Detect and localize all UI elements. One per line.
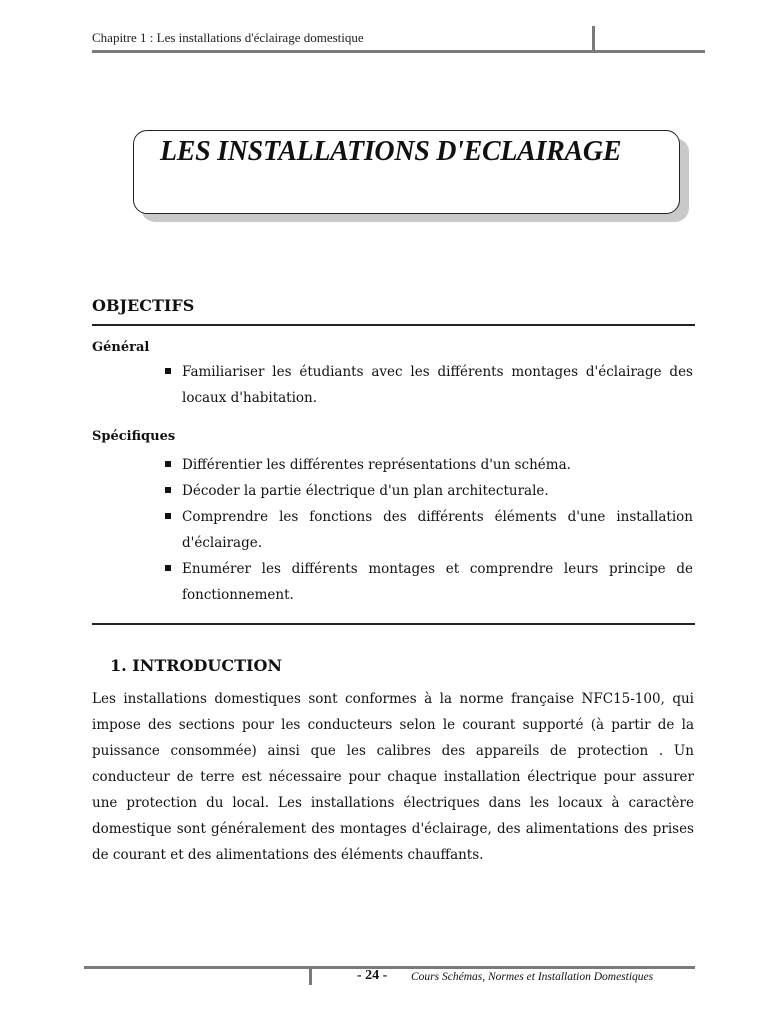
specific-objectives-list (162, 452, 693, 608)
page-number: - 24 - (357, 968, 388, 983)
introduction-heading: 1. INTRODUCTION (110, 656, 283, 675)
general-objectives-list (162, 359, 693, 411)
objectives-heading: OBJECTIFS (92, 296, 195, 315)
introduction-paragraph: Les installations domestiques sont conformes à la norme française NFC15-100, qui impose des sections pour les conducteurs selon le courant supporté (à partir de la puissance consommée) ainsi que les calibres des appareils de protection . Un conducteur de terre est nécessaire pour chaque installation électrique pour assurer une protection du local. Les installations électriques dans les locaux à caractère domestique sont généralement des montages d'éclairage, des alimentations des prises de courant et des alimentations des éléments chauffants. (92, 691, 694, 863)
list-item: Familiariser les étudiants avec les différents montages d'éclairage des locaux d'habitation. (162, 359, 693, 411)
list-item: Enumérer les différents montages et comprendre leurs principe de fonctionnement. (162, 556, 693, 608)
page-title: LES INSTALLATIONS D'ECLAIRAGE (160, 136, 622, 167)
objectives-top-rule (92, 324, 695, 326)
list-item: Différentier les différentes représentations d'un schéma. (162, 452, 693, 478)
course-title: Cours Schémas, Normes et Installation Domestiques (411, 971, 654, 983)
header-separator (592, 26, 595, 51)
general-subheading: Général (92, 340, 150, 355)
chapter-header: Chapitre 1 : Les installations d'éclairage domestique (92, 30, 364, 45)
footer-separator (309, 968, 312, 985)
footer-rule (84, 966, 695, 969)
objectives-bottom-rule (92, 623, 695, 625)
specific-subheading: Spécifiques (92, 429, 176, 444)
list-item: Décoder la partie électrique d'un plan architecturale. (162, 478, 693, 504)
list-item: Comprendre les fonctions des différents éléments d'une installation d'éclairage. (162, 504, 693, 556)
header-rule (92, 50, 705, 53)
